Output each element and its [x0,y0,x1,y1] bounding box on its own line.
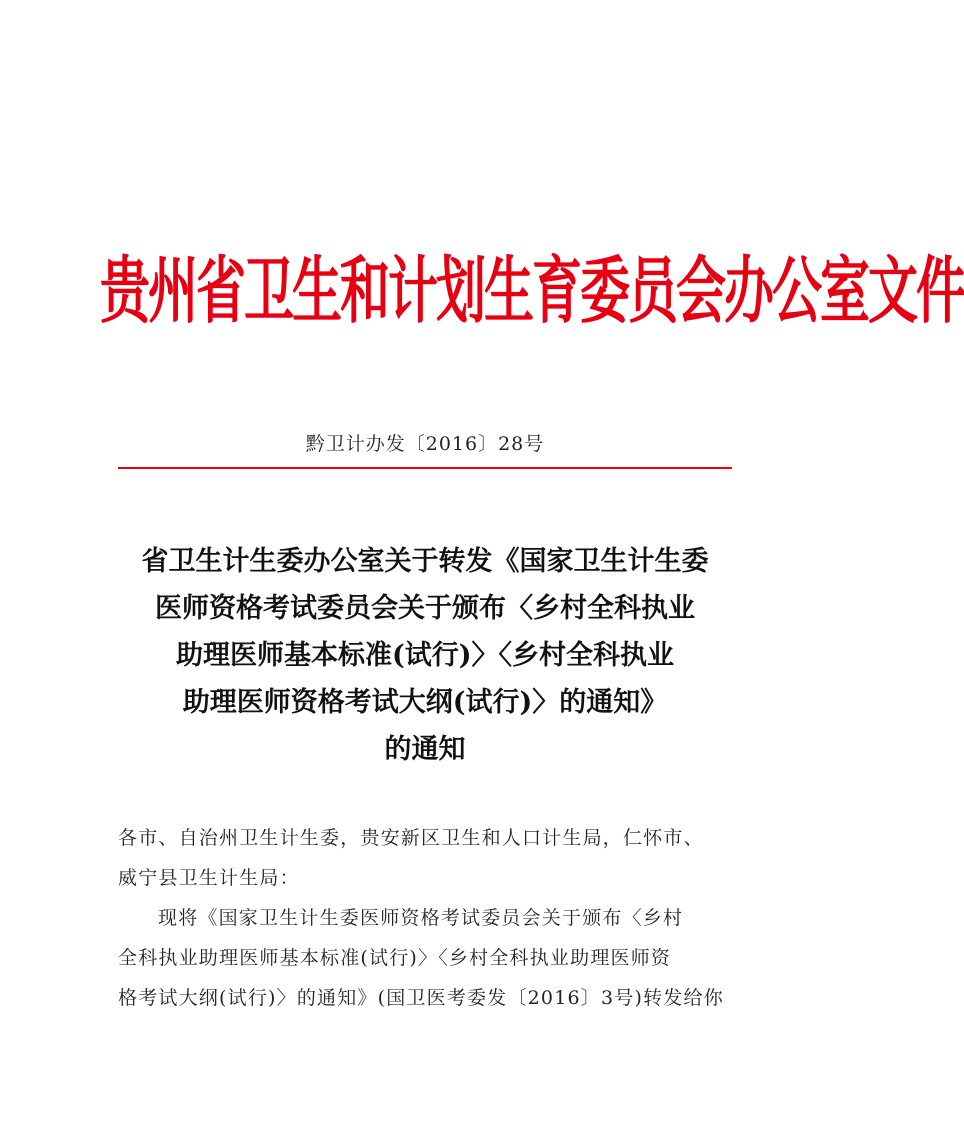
title-line: 助理医师基本标准(试行)〉〈乡村全科执业 [175,640,675,671]
document-masthead: 贵州省卫生和计划生育委员会办公室文件 [100,247,964,334]
body-line: 全科执业助理医师基本标准(试行)〉〈乡村全科执业助理医师资 [118,947,672,969]
body-line: 现将《国家卫生计生委医师资格考试委员会关于颁布〈乡村 [158,907,684,929]
addressee-line: 威宁县卫生计生局： [118,867,300,889]
document-number: 黔卫计办发〔2016〕28号 [305,433,545,455]
title-line: 医师资格考试委员会关于颁布〈乡村全科执业 [155,593,695,624]
title-line: 省卫生计生委办公室关于转发《国家卫生计生委 [141,546,709,577]
title-line: 的通知 [384,734,466,765]
addressee-line: 各市、自治州卫生计生委，贵安新区卫生和人口计生局，仁怀市、 [118,827,704,849]
document-body [118,818,738,1018]
red-divider-line [118,467,732,469]
document-title [60,538,790,773]
title-line: 助理医师资格考试大纲(试行)〉的通知》 [182,687,668,718]
body-line: 格考试大纲(试行)〉的通知》(国卫医考委发〔2016〕3号)转发给你 [118,987,724,1009]
